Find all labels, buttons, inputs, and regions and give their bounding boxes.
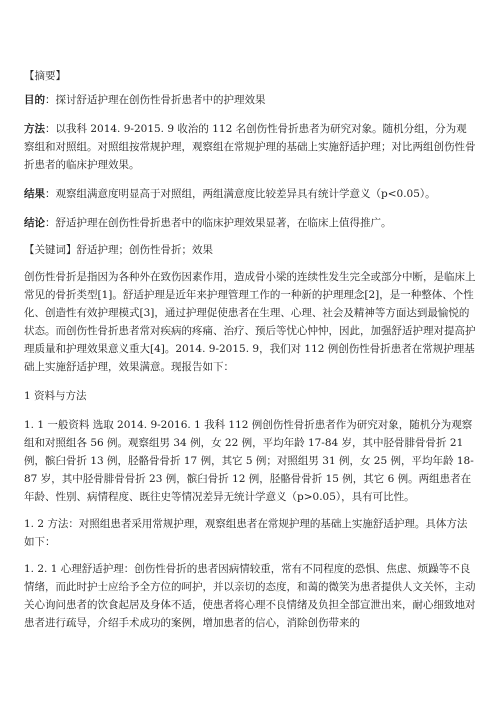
result-text: ：观察组满意度明显高于对照组，两组满意度比较差异具有统计学意义（p<0.05）。 <box>45 188 436 200</box>
keywords-label: 【关键词】 <box>24 244 77 256</box>
abstract-method <box>24 120 476 174</box>
conclusion-label: 结论 <box>24 217 45 229</box>
section-1-heading: 1 资料与方法 <box>24 390 87 402</box>
abstract-objective <box>24 91 476 109</box>
conclusion-text: ：舒适护理在创伤性骨折患者中的临床护理效果显著，在临床上值得推广。 <box>45 217 392 229</box>
section-1-2-paragraph: 1. 2 方法：对照组患者采用常规护理，观察组患者在常规护理的基础上实施舒适护理。具体方法如下： <box>24 518 468 548</box>
article-body <box>24 67 476 632</box>
abstract-conclusion <box>24 214 476 232</box>
abstract-result <box>24 185 476 203</box>
objective-text: ：探讨舒适护理在创伤性骨折患者中的护理效果 <box>45 94 266 106</box>
keywords-line <box>24 241 476 259</box>
method-label: 方法 <box>24 123 45 135</box>
section-1-2-1-paragraph: 1. 2. 1 心理舒适护理：创伤性骨折的患者因病情较重，常有不同程度的恐惧、焦虑、烦躁等不良情绪，而此时护士应给予全方位的呵护，并以亲切的态度，和蔼的微笑为患者提供人文关怀，主动关心询问患者的饮食起居及身体不适，使患者将心理不良情绪及负担全部宣泄出来，耐心细致地对患者进行疏导，介绍手术成功的案例，增加患者的信心，消除创伤带来的 <box>24 563 476 629</box>
intro-paragraph: 创伤性骨折是指因为各种外在致伤因素作用，造成骨小梁的连续性发生完全或部分中断，是临床上常见的骨折类型[1]。舒适护理是近年来护理管理工作的一种新的护理理念[2]，是一种整体、个性化、创造性有效护理模式[3]，通过护理促使患者在生理、心理、社会及精神等方面达到最愉悦的状态。而创伤性骨折患者常对疾病的疼痛、治疗、预后等忧心忡忡，因此，加强舒适护理对提高护理质量和护理效果意义重大[4]。2014. 9-2015. 9，我们对 112 例创伤性骨折患者在常规护理基础上实施舒适护理，效果满意。现报告如下： <box>24 271 476 373</box>
keywords-text: 舒适护理；创伤性骨折；效果 <box>76 244 213 256</box>
section-1-1-paragraph: 1. 1 一般资料 选取 2014. 9-2016. 1 我科 112 例创伤性骨折患者作为研究对象，随机分为观察组和对照组各 56 例。观察组男 34 例，女 22 例，平均年龄 17-84 岁，其中胫骨腓骨骨折 21 例，髌臼骨折 13 例，胫骼骨骨折 17 例，其它 5 例；对照组男 31 例，女 25 例，平均年龄 18-87 岁，其中胫骨腓骨骨折 23 例，髌臼骨折 12 例，胫骼骨骨折 15 例，其它 6 例。两组患者在年龄、性别、病情程度、既往史等情况差异无统计学意义（p>0.05），具有可比性。 <box>24 419 474 503</box>
objective-label: 目的 <box>24 94 45 106</box>
result-label: 结果 <box>24 188 45 200</box>
method-text: ：以我科 2014. 9-2015. 9 收治的 112 名创伤性骨折患者为研究对象。随机分组，分为观察组和对照组。对照组按常规护理，观察组在常规护理的基础上实施舒适护理；对比两组创伤性骨折患者的临床护理效果。 <box>24 123 476 171</box>
abstract-heading: 【摘要】 <box>24 70 66 82</box>
